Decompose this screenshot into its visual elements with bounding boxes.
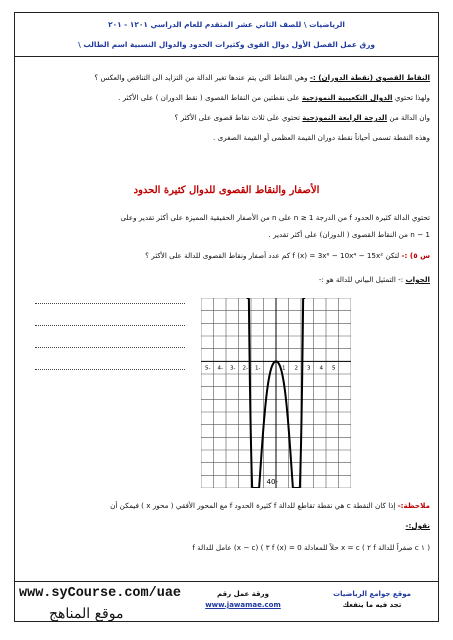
answer-blank-line-4	[35, 369, 185, 370]
intro-p2-a: ولهذا تحتوي	[392, 93, 430, 102]
answer-blank-line-1	[35, 303, 185, 304]
question-text: لتكن f (x) = 3x⁶ − 10x⁴ − 15x² كم عدد أصفار ونقاط القصوى للدالة على الأكثر ؟	[145, 251, 402, 260]
theorem-line-2: n − 1 من النقاط القصوى ( الدوران) على أكثر تقدير .	[268, 230, 430, 239]
question-5	[23, 251, 430, 260]
footer-site-title: موقع جوامع الرياضيات	[333, 590, 411, 598]
intro-paragraph-3	[23, 113, 430, 122]
worksheet-page	[14, 12, 439, 622]
sycourse-url[interactable]: www.syCourse.com/uae	[19, 586, 182, 601]
theorem-line-1: تحتوي الدالة كثيرة الحدود f من الدرجة n ≥ 1 على n من الأصفار الحقيقية المميزة على أكثر تقدير وعلى	[120, 213, 430, 222]
say-line	[23, 521, 430, 530]
x-tick-label: 5	[332, 365, 336, 372]
answer-label: الجواب	[405, 275, 430, 284]
header-topic-line: ورق عمل الفصل الأول دوال القوى وكثيرات الحدود والدوال النسبية اسم الطالب \	[78, 40, 375, 49]
intro-p3-b: تحتوي على ثلاث نقاط قصوى على الأكثر ؟	[174, 113, 303, 122]
worksheet-header	[15, 13, 438, 57]
note-label: ملاحظة:-	[397, 501, 430, 510]
jawamae-url[interactable]: www.jawamae.com	[205, 601, 281, 609]
note-text: إذا كان النقطة c هي نقطة تقاطع للدالة f كثيرة الحدود f مع المحور الأفقي ( محور x ) فيمكن أن	[110, 501, 398, 510]
answer-text: :- التمثيل البياني للدالة هو :-	[318, 275, 406, 284]
worksheet-footer	[15, 581, 438, 623]
function-graph	[201, 298, 351, 488]
term-cubic: الدوال التكعيبية النموذجية	[301, 93, 393, 102]
x-tick-label: -2	[242, 365, 248, 372]
x-tick-label: -4	[217, 365, 223, 372]
intro-paragraph-2	[23, 93, 430, 102]
footer-right	[312, 590, 432, 609]
site-name: موقع المناهج	[49, 606, 124, 622]
answer-line	[23, 275, 430, 284]
footer-middle	[193, 590, 293, 609]
intro-paragraph-4: وهذه النقطة تسمى أحياناً نقطة دوران القيمة العظمى أو القيمة الصغرى .	[213, 133, 430, 142]
say-label: نقول:-	[405, 521, 430, 530]
x-tick-label: 2	[294, 365, 298, 372]
intro-p3-a: وان الدالة من	[387, 113, 430, 122]
term-extreme-points: النقاط القصوى (نقطة الدوران) :-	[309, 73, 430, 82]
equivalences-line: ( ١ c صفراً للدالة f ٢ ) x = c حلاً للمعادلة f (x) = 0 ٣ ) (x − c) عامل للدالة f	[192, 543, 430, 552]
question-label: س ٥) :-	[401, 251, 430, 260]
intro-p2-b: على نقطتين من النقاط القصوى ( نقط الدوران ) على الأكثر .	[118, 93, 302, 102]
intro-paragraph-1	[23, 73, 430, 82]
term-quartic: الدرجة الرابعة النموذجية	[302, 113, 388, 122]
x-tick-label: 3	[307, 365, 311, 372]
x-tick-label: 4	[319, 365, 323, 372]
section-title: الأصفار والنقاط القصوى للدوال كثيرة الحدود	[133, 185, 320, 196]
note-line	[23, 501, 430, 510]
answer-blank-line-2	[35, 325, 185, 326]
header-course-line: الرياضيات \ للصف الثاني عشر المتقدم للعام الدراسي ١٢٠١ - ٢٠١	[108, 20, 345, 29]
answer-blank-line-3	[35, 347, 185, 348]
x-tick-label: -5	[205, 365, 211, 372]
footer-tagline: تجد فيه ما ينفعك	[342, 601, 402, 609]
x-tick-label: -3	[230, 365, 236, 372]
worksheet-number-label: ورقة عمل رقم	[217, 590, 269, 598]
x-tick-label: 1	[282, 365, 286, 372]
graph-bottom-label: -40	[266, 478, 278, 486]
intro-p1-text: وهي النقاط التي يتم عندها تغير الدالة من التزايد الى التناقص والعكس ؟	[94, 73, 310, 82]
x-tick-label: -1	[255, 365, 261, 372]
